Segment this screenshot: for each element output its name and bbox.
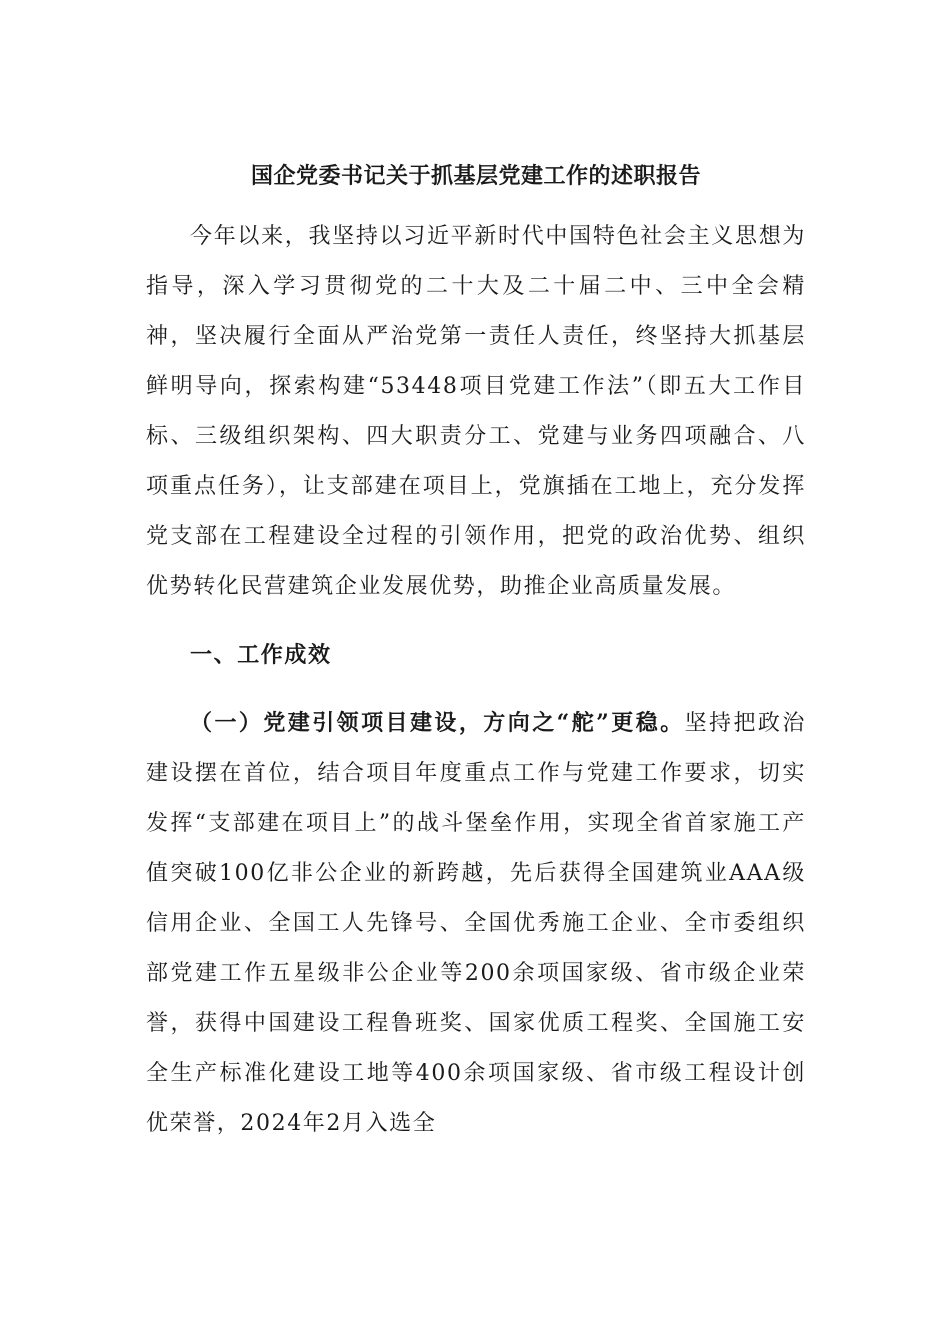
section-heading-1: 一、工作成效 bbox=[190, 642, 332, 668]
subsection-1-lead: （一）党建引领项目建设，方向之“舵”更稳。 bbox=[190, 710, 685, 736]
intro-paragraph: 今年以来，我坚持以习近平新时代中国特色社会主义思想为指导，深入学习贯彻党的二十大及二十届二中、三中全会精神，坚决履行全面从严治党第一责任人责任，终坚持大抓基层鲜明导向，探索构建“53448项目党建工作法”（即五大工作目标、三级组织架构、四大职责分工、党建与业务四项融合、八项重点任务），让支部建在项目上，党旗插在工地上，充分发挥党支部在工程建设全过程的引领作用，把党的政治优势、组织优势转化民营建筑企业发展优势，助推企业高质量发展。 bbox=[146, 224, 806, 599]
document-title: 国企党委书记关于抓基层党建工作的述职报告 bbox=[250, 163, 701, 189]
subsection-1-paragraph bbox=[146, 698, 806, 1149]
document-page bbox=[146, 150, 806, 1149]
subsection-1-body: 坚持把政治建设摆在首位，结合项目年度重点工作与党建工作要求，切实发挥“支部建在项目上”的战斗堡垒作用，实现全省首家施工产值突破100亿非公企业的新跨越，先后获得全国建筑业AAA级信用企业、全国工人先锋号、全国优秀施工企业、全市委组织部党建工作五星级非公企业等200余项国家级、省市级企业荣誉，获得中国建设工程鲁班奖、国家优质工程奖、全国施工安全生产标准化建设工地等400余项国家级、省市级工程设计创优荣誉，2024年2月入选全 bbox=[146, 711, 806, 1136]
